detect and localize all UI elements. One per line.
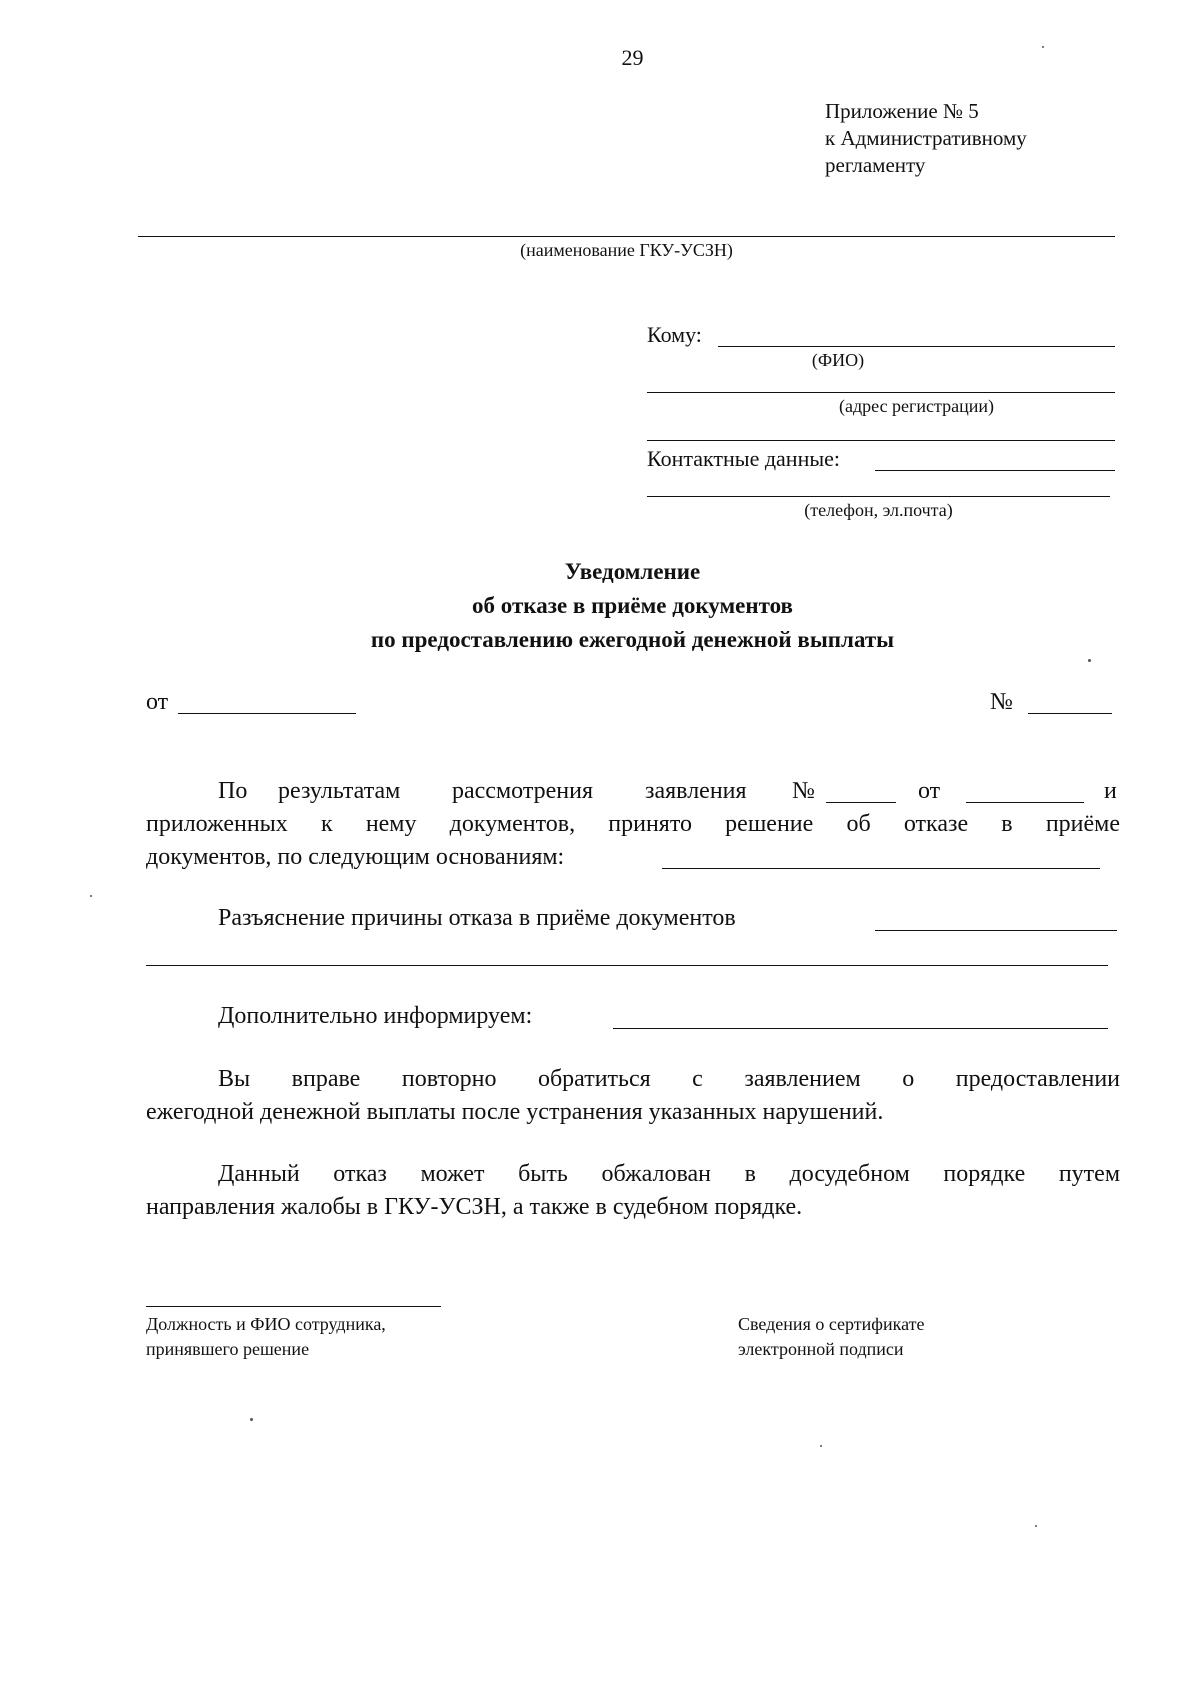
p4-line-2: ежегодной денежной выплаты после устранения указанных нарушений.	[146, 1099, 884, 1125]
application-number-line	[826, 802, 896, 803]
explanation-line	[875, 930, 1117, 931]
signatory-line-2: принявшего решение	[146, 1339, 310, 1359]
page-number: 29	[621, 45, 644, 70]
address-line-2	[647, 440, 1115, 441]
org-name-line	[138, 236, 1115, 237]
application-date-line	[966, 802, 1084, 803]
fio-line	[718, 346, 1115, 347]
appendix-reference	[825, 98, 1027, 179]
contacts-line-2	[647, 496, 1110, 497]
p1-word-2: результатам	[278, 778, 401, 804]
scan-speck	[820, 1445, 822, 1447]
explanation-line-2	[146, 965, 1108, 966]
number-line	[1028, 713, 1112, 714]
p4-line-1: Вы вправе повторно обратиться с заявлением о предоставлении	[218, 1066, 1120, 1092]
grounds-line	[662, 868, 1100, 869]
date-line	[178, 713, 356, 714]
appendix-line-1: Приложение № 5	[825, 99, 979, 123]
scan-speck	[1035, 1525, 1037, 1527]
p1-word-3: рассмотрения	[452, 778, 593, 804]
signatory-line-1: Должность и ФИО сотрудника,	[146, 1314, 386, 1334]
signatory-block	[146, 1312, 386, 1362]
title-line-2: об отказе в приёме документов	[472, 593, 793, 618]
p1-line-2: приложенных к нему документов, принято решение об отказе в приёме	[146, 811, 1120, 837]
scan-speck	[1042, 46, 1044, 48]
scan-speck	[90, 895, 92, 897]
certificate-block	[738, 1312, 924, 1362]
document-title	[0, 555, 1200, 657]
scan-speck	[1088, 659, 1091, 662]
appendix-line-3: регламенту	[825, 153, 926, 177]
p3-text: Дополнительно информируем:	[218, 1003, 533, 1029]
contacts-caption: (телефон, эл.почта)	[804, 500, 953, 520]
p1-number-sign: №	[792, 778, 815, 804]
p1-word-4: заявления	[645, 778, 747, 804]
number-label: №	[990, 689, 1013, 715]
org-name-caption: (наименование ГКУ-УСЗН)	[520, 240, 733, 260]
address-line	[647, 392, 1115, 393]
certificate-line-1: Сведения о сертификате	[738, 1314, 925, 1334]
p5-line-2: направления жалобы в ГКУ-УСЗН, а также в судебном порядке.	[146, 1194, 803, 1220]
address-caption: (адрес регистрации)	[838, 396, 995, 416]
scan-speck	[250, 1418, 253, 1421]
to-label: Кому:	[647, 322, 702, 347]
title-line-3: по предоставлению ежегодной денежной выплаты	[370, 627, 895, 652]
p1-line-3: документов, по следующим основаниям:	[146, 844, 565, 870]
fio-caption: (ФИО)	[811, 350, 865, 370]
certificate-line-2: электронной подписи	[738, 1339, 904, 1359]
appendix-line-2: к Административному	[825, 126, 1027, 150]
contacts-label: Контактные данные:	[647, 446, 840, 471]
p2-text: Разъяснение причины отказа в приёме документов	[218, 905, 736, 931]
date-from-label: от	[146, 689, 169, 715]
contacts-line	[875, 470, 1115, 471]
p1-from: от	[918, 778, 941, 804]
p1-word-1: По	[218, 778, 248, 804]
signature-line	[146, 1306, 441, 1307]
p5-line-1: Данный отказ может быть обжалован в досудебном порядке путем	[218, 1161, 1120, 1187]
p1-and: и	[1104, 778, 1117, 804]
additional-info-line	[613, 1028, 1108, 1029]
title-line-1: Уведомление	[564, 559, 701, 584]
